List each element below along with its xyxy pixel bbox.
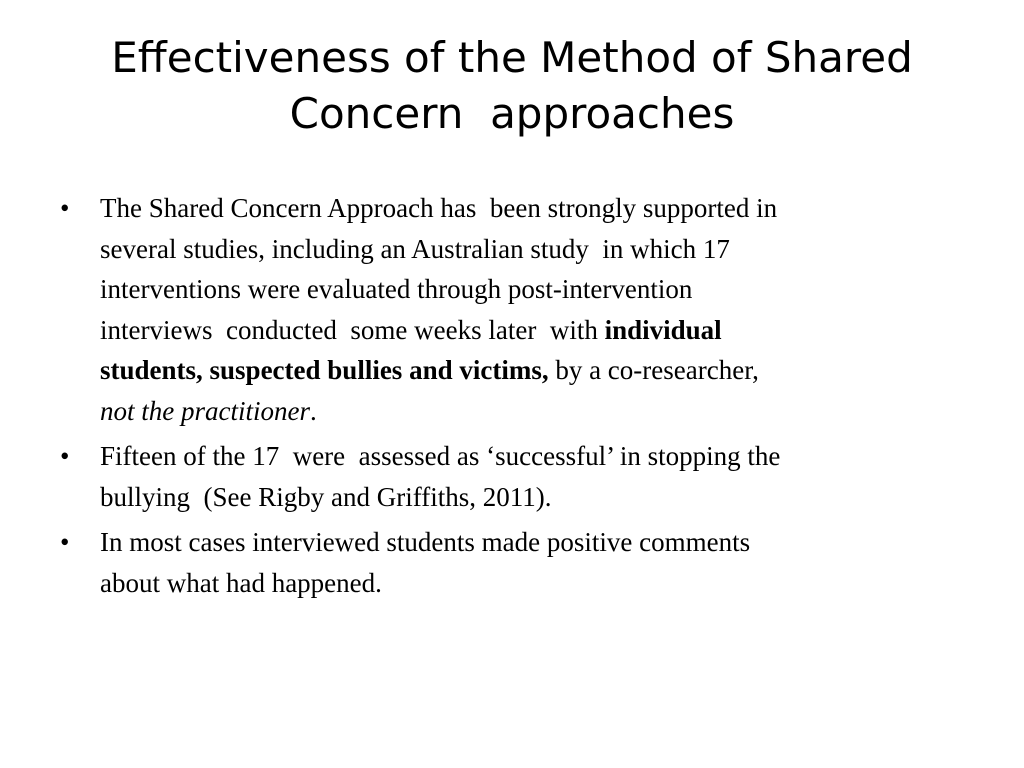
bullet-text — [100, 188, 980, 431]
slide-title — [40, 30, 984, 142]
bullet-1-line-4-bold: individual — [604, 314, 722, 345]
title-line-1: Effectiveness of the Method of Shared — [111, 33, 913, 82]
bullet-1-line-5 — [100, 350, 980, 391]
bullet-1-line-5-bold: students, suspected bullies and victims, — [100, 355, 549, 385]
bullet-1-line-4-plain: interviews conducted some weeks later with — [100, 314, 605, 345]
bullet-dot-icon: • — [60, 527, 70, 557]
bullet-list — [60, 188, 980, 608]
bullet-1-line-6-italic: not the practitioner — [100, 395, 310, 426]
bullet-1-line-6 — [100, 391, 980, 432]
bullet-1-line-2: several studies, including an Australian study in which 17 — [100, 233, 730, 264]
bullet-1-line-5-plain: by a co-researcher, — [548, 355, 759, 385]
bullet-item-positive-comments — [60, 522, 980, 603]
bullet-2-line-1: Fifteen of the 17 were assessed as ‘successful’ in stopping the — [100, 441, 781, 471]
bullet-item-fifteen-successful — [60, 436, 980, 517]
title-line-2: Concern approaches — [289, 89, 735, 138]
bullet-3-line-2: about what had happened. — [100, 567, 382, 598]
bullet-1-line-1: The Shared Concern Approach has been strongly supported in — [100, 193, 778, 223]
bullet-3-line-1: In most cases interviewed students made positive comments — [100, 527, 751, 557]
bullet-1-line-6-plain: . — [309, 395, 317, 426]
bullet-dot-icon: • — [60, 441, 70, 471]
bullet-dot-icon: • — [60, 193, 70, 223]
bullet-text — [100, 436, 980, 517]
bullet-text — [100, 522, 980, 603]
bullet-item-shared-concern-support — [60, 188, 980, 431]
bullet-1-line-3: interventions were evaluated through post-intervention — [100, 274, 693, 304]
bullet-1-line-4 — [100, 310, 980, 351]
bullet-2-line-2: bullying (See Rigby and Griffiths, 2011). — [100, 481, 552, 512]
